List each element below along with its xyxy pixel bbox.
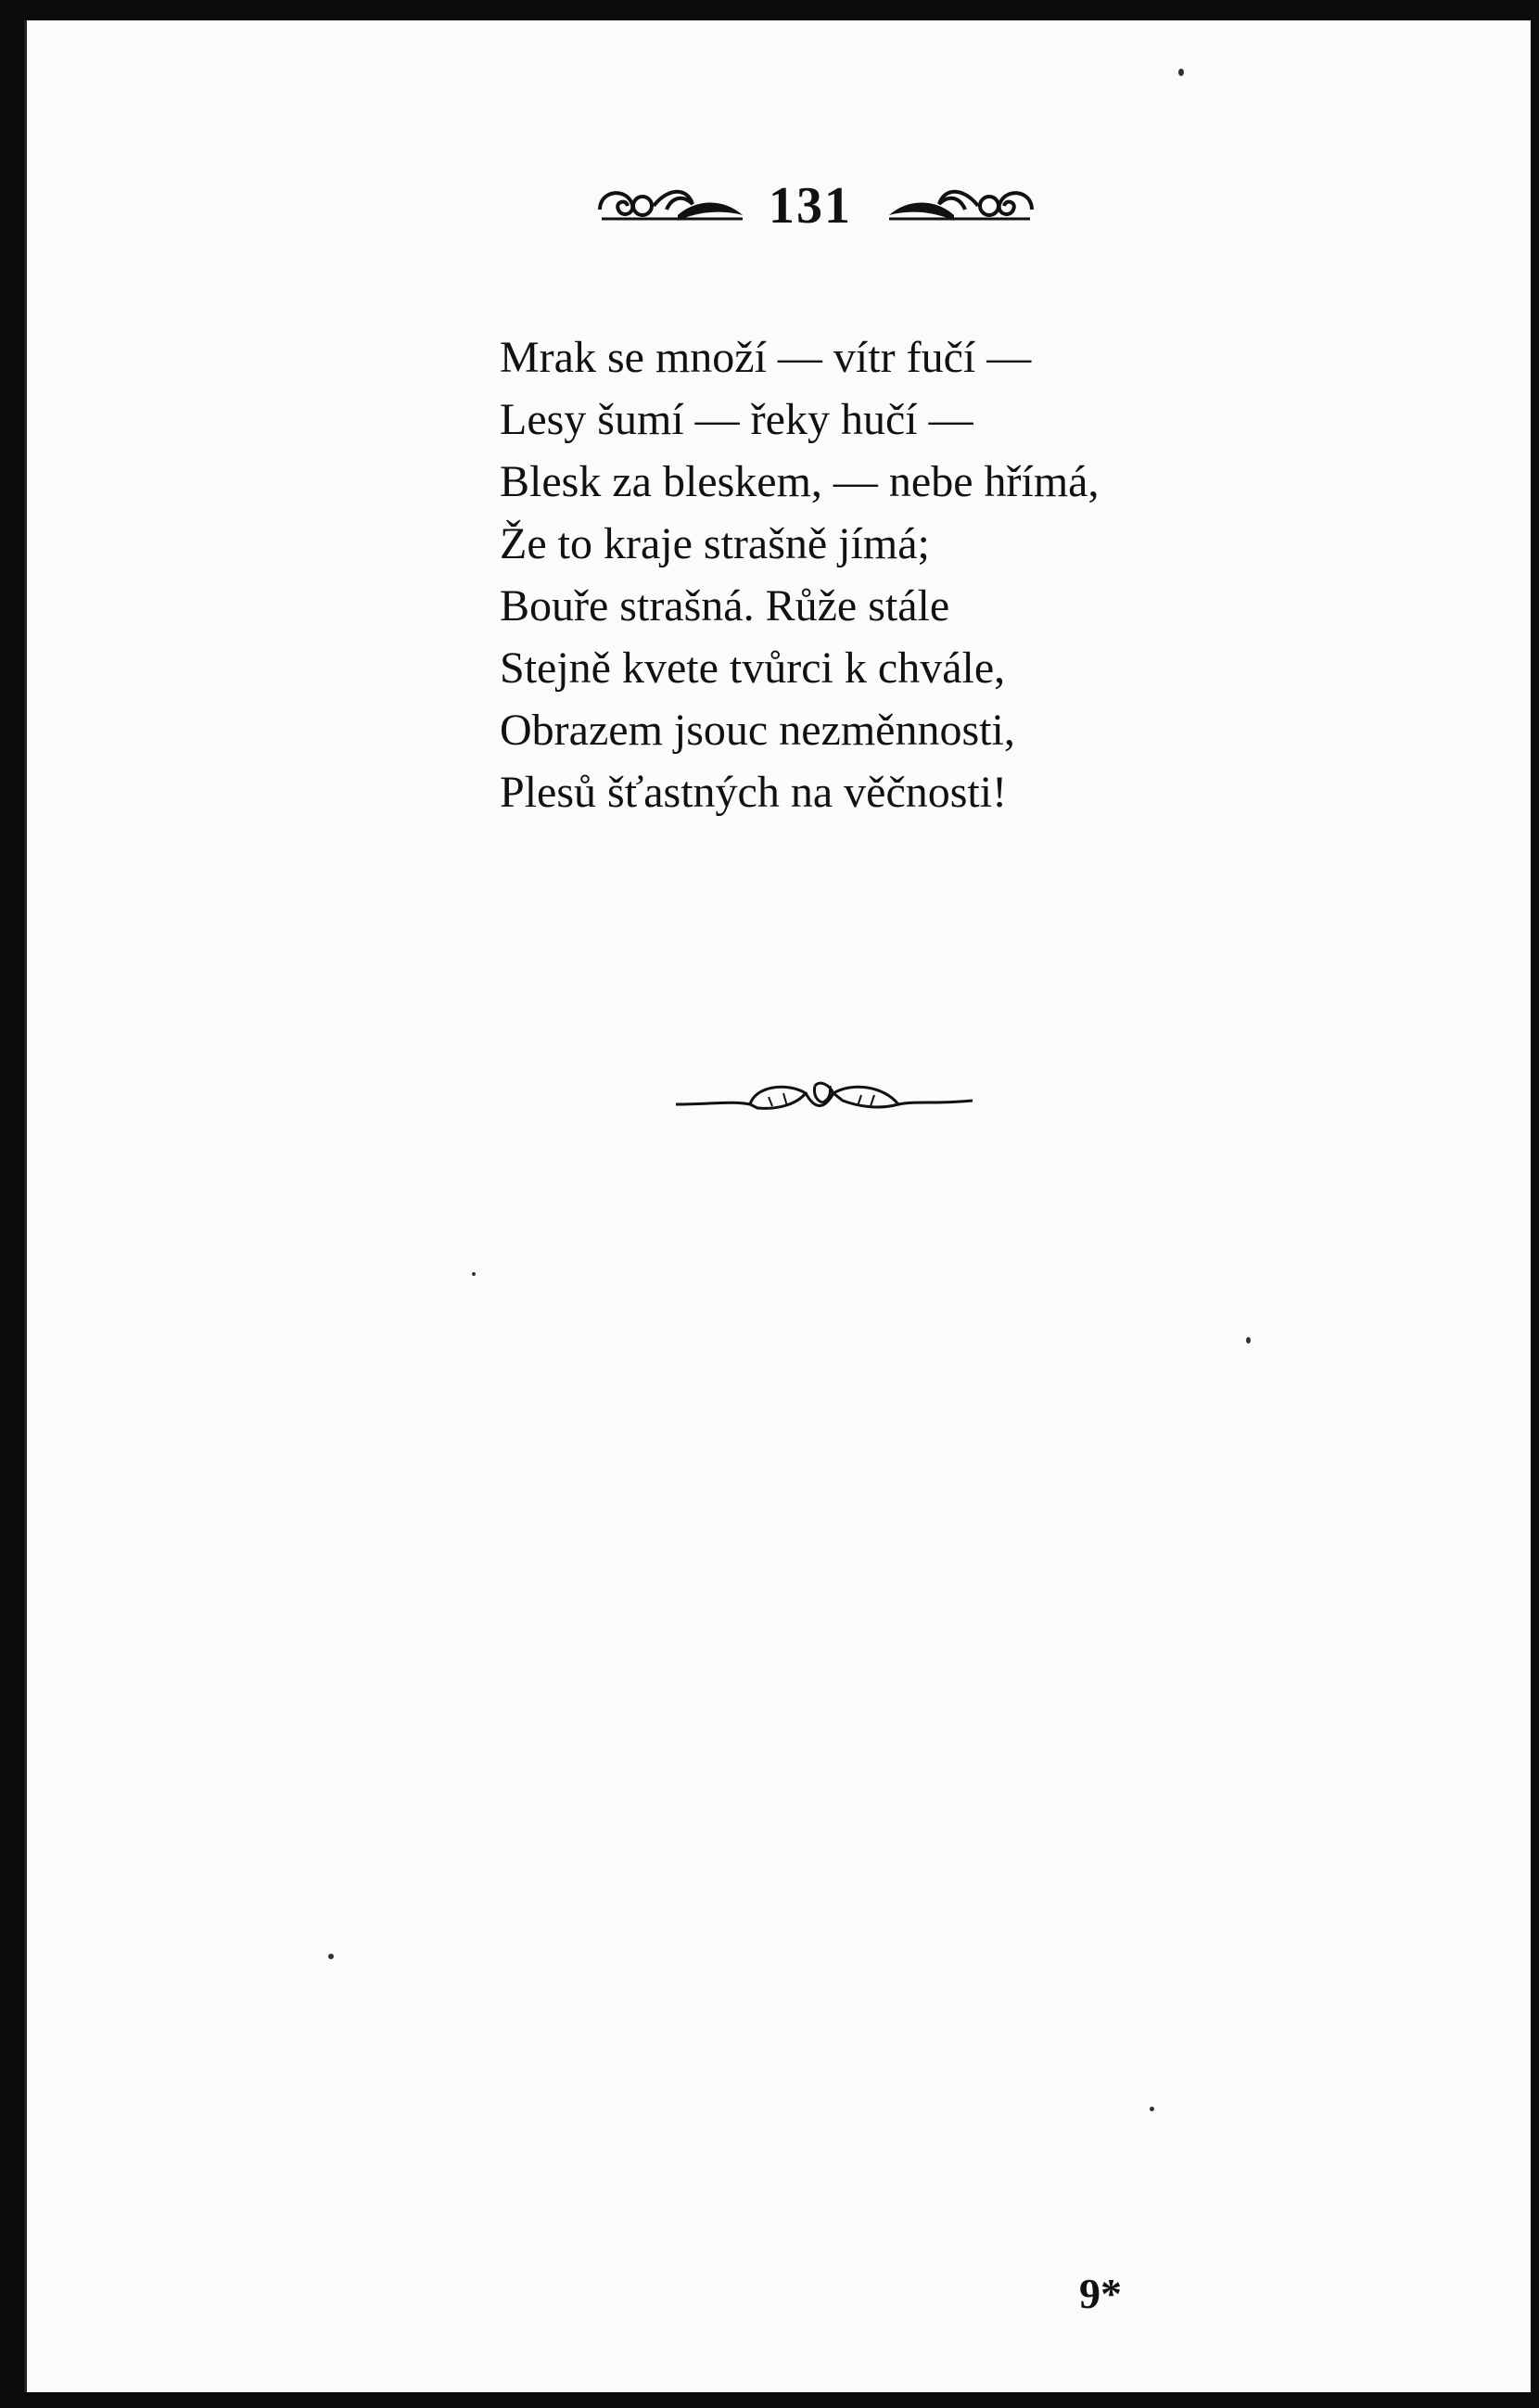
- poem-line: Obrazem jsouc nezměnnosti,: [500, 706, 1015, 755]
- poem-line: Stejně kvete tvůrci k chvále,: [500, 643, 1006, 693]
- floral-ornament-icon: [880, 178, 1037, 234]
- floral-ornament-icon: [594, 178, 752, 234]
- poem-line: Plesů šťastných na věčnosti!: [500, 768, 1008, 817]
- poem-line: Blesk za bleskem, — nebe hřímá,: [500, 457, 1100, 506]
- poem-line: Lesy šumí — řeky hučí —: [500, 395, 973, 444]
- poem-line: Mrak se množí — vítr fučí —: [500, 333, 1032, 382]
- page-number: 131: [769, 177, 852, 235]
- poem-line: Že to kraje strašně jímá;: [500, 519, 930, 568]
- poem-stanza: [500, 326, 1316, 823]
- tailpiece-ornament-icon: [676, 1073, 973, 1128]
- page-header: [574, 169, 1056, 252]
- book-page: [24, 20, 1531, 2392]
- dust-speck: [1178, 69, 1184, 76]
- dust-speck: [328, 1954, 334, 1959]
- dust-speck: [1150, 2107, 1154, 2111]
- poem-line: Bouře strašná. Růže stále: [500, 581, 950, 631]
- signature-mark: 9*: [1079, 2270, 1122, 2317]
- dust-speck: [472, 1272, 476, 1276]
- dust-speck: [1246, 1337, 1251, 1344]
